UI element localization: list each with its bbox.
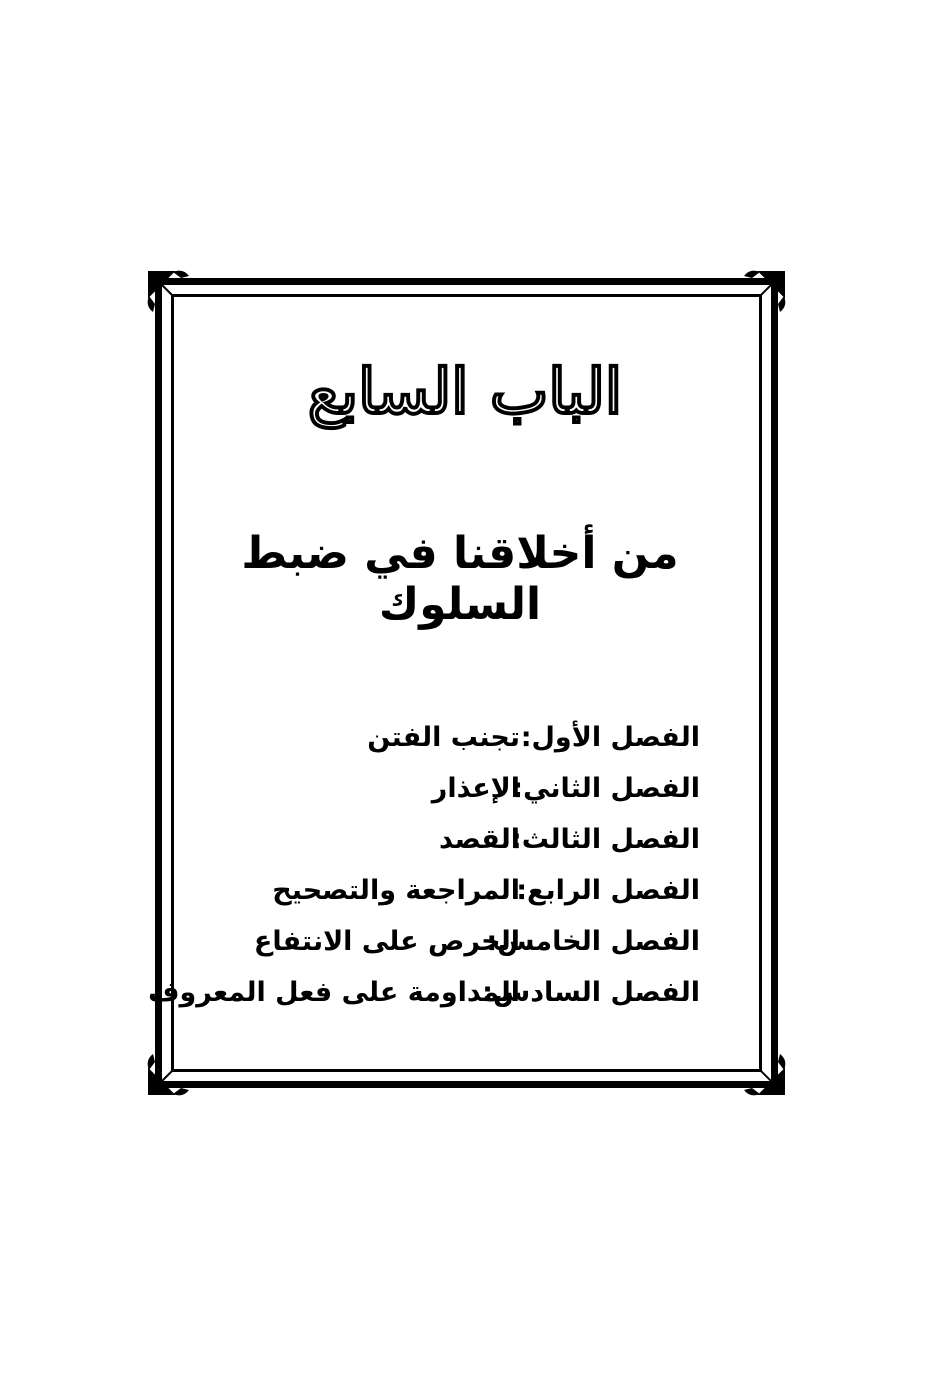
chapter-row	[195, 916, 700, 967]
chapter-list	[148, 712, 700, 1018]
chapter-title: تجنب الفتن	[367, 722, 520, 753]
chapter-row	[195, 712, 700, 763]
chapter-row	[148, 967, 700, 1018]
chapter-label: الفصل الخامس:	[486, 926, 700, 957]
chapter-title: الحرص على الانتفاع	[253, 926, 520, 957]
chapter-row	[195, 763, 700, 814]
chapter-title: القصد	[438, 824, 520, 855]
chapter-label: الفصل الأول:	[520, 722, 700, 753]
corner-ornament-icon	[143, 266, 203, 326]
corner-ornament-icon	[730, 1040, 790, 1100]
chapter-row	[195, 814, 700, 865]
chapter-title: المراجعة والتصحيح	[272, 875, 520, 906]
chapter-label: الفصل الرابع:	[516, 875, 700, 906]
part-subtitle: من أخلاقنا في ضبط السلوك	[241, 528, 679, 630]
part-title: الباب السابع	[307, 355, 623, 428]
corner-ornament-icon	[730, 266, 790, 326]
corner-ornament-icon	[143, 1040, 203, 1100]
chapter-label: الفصل الثاني:	[512, 773, 700, 804]
chapter-row	[195, 865, 700, 916]
chapter-title: المداومة على فعل المعروف	[148, 977, 520, 1008]
chapter-title: الإعذار	[431, 773, 520, 804]
chapter-label: الفصل السادس:	[482, 977, 700, 1008]
chapter-label: الفصل الثالث:	[511, 824, 700, 855]
